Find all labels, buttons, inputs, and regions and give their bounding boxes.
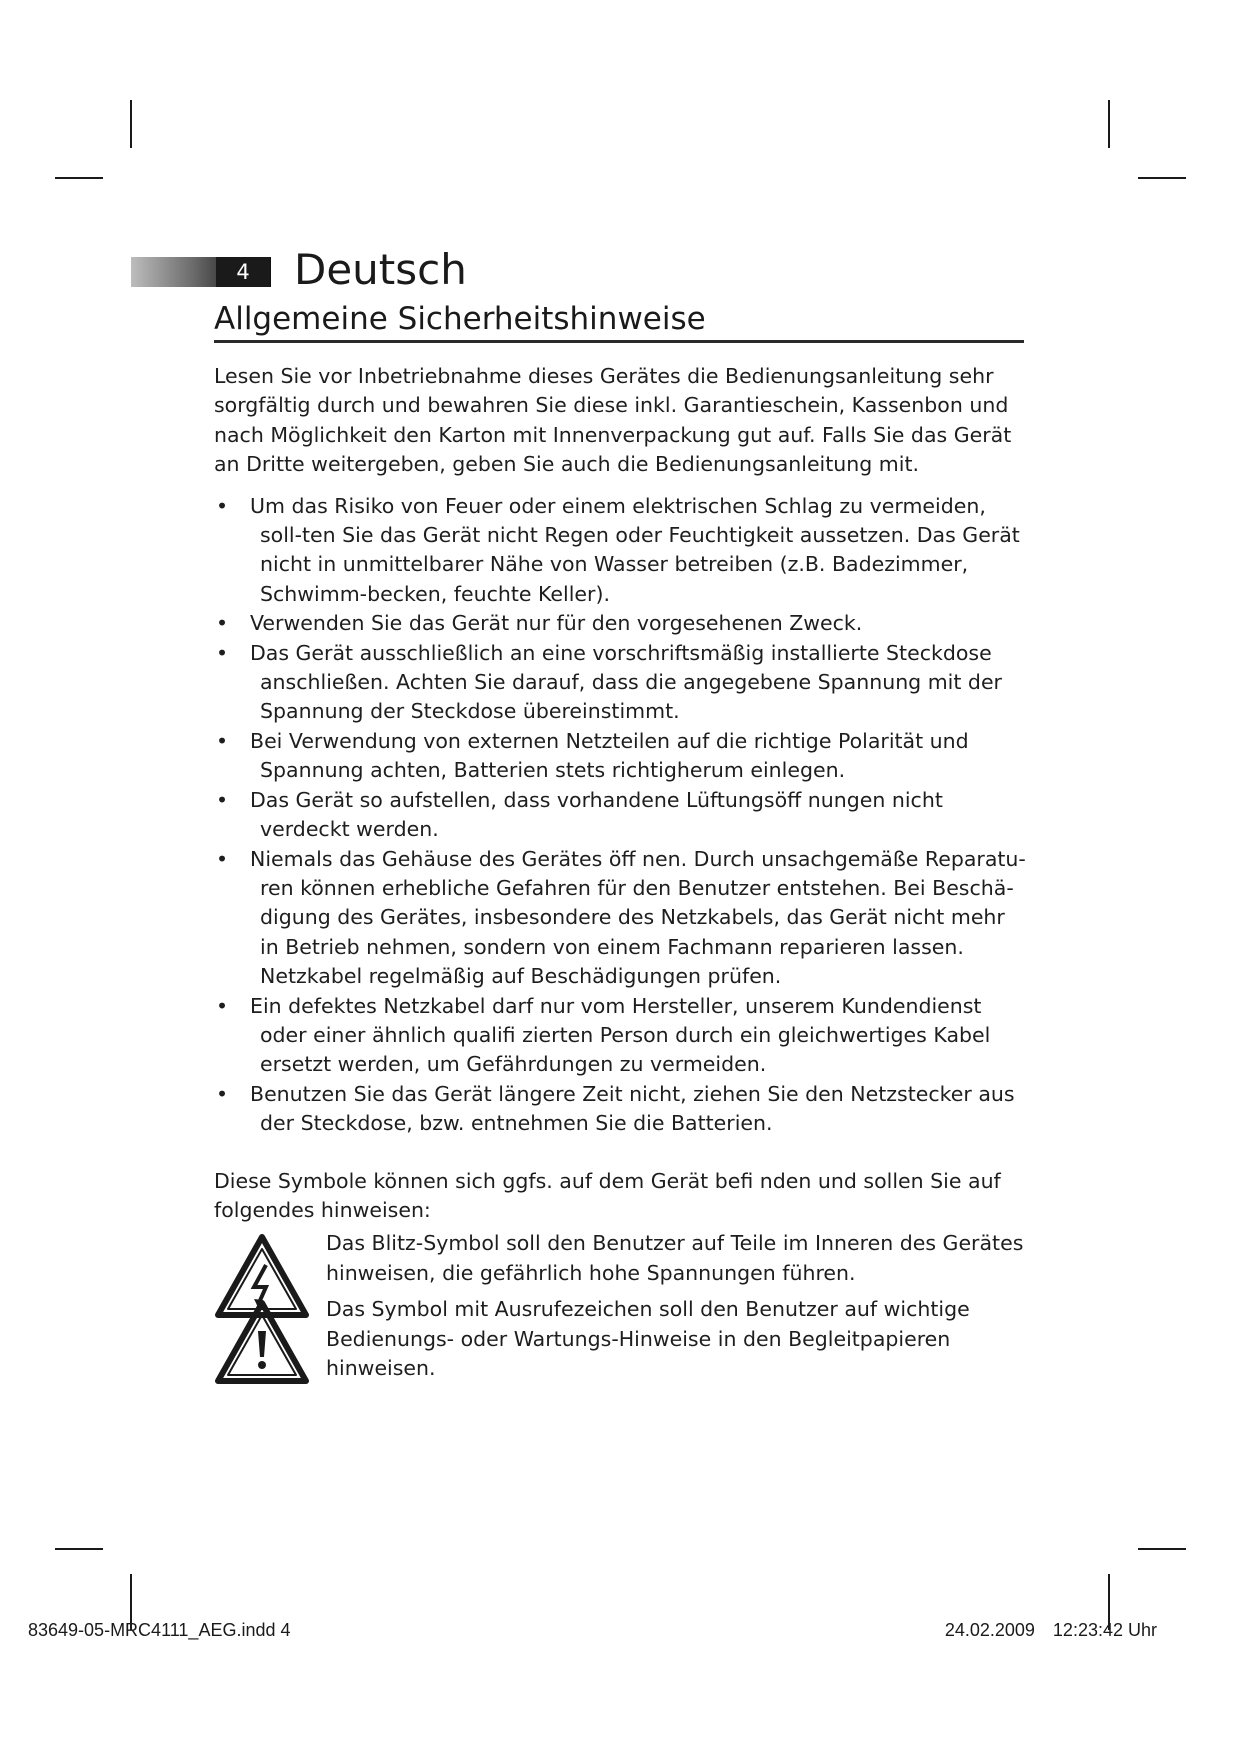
- bullet-icon: •: [216, 728, 229, 753]
- list-item: • Ein defektes Netzkabel darf nur vom Hersteller, unserem Kundendienst oder einer ähnlich qualifi zierten Person durch ein gleichwertiges Kabel ersetzt werden, um Gefährdungen zu vermeiden.: [216, 993, 991, 1077]
- bullet-icon: •: [216, 611, 229, 636]
- list-item: • Verwenden Sie das Gerät nur für den vorgesehenen Zweck.: [214, 609, 1026, 638]
- lightning-symbol-description: Das Blitz-Symbol soll den Benutzer auf Teile im Inneren des Gerätes hinweisen, die gefährlich hohe Spannungen führen.: [326, 1231, 1024, 1285]
- symbol-row-exclamation: [214, 1295, 1026, 1383]
- intro-paragraph: Lesen Sie vor Inbetriebnahme dieses Gerätes die Bedienungsanleitung sehr sorgfältig durch und bewahren Sie diese inkl. Garantieschein, Kassenbon und nach Möglichkeit den Karton mit Innenverpackung gut auf. Falls Sie das Gerät an Dritte weitergeben, geben Sie auch die Bedienungsanleitung mit.: [214, 364, 1012, 477]
- list-item: • Das Gerät ausschließlich an eine vorschriftsmäßig installierte Steckdose anschließen. Achten Sie darauf, dass die angegebene Spannung mit der Spannung der Steckdose übereinstimmt.: [216, 640, 1002, 724]
- crop-mark-bottom-right-horizontal: [1138, 1548, 1186, 1550]
- list-item: • Benutzen Sie das Gerät längere Zeit nicht, ziehen Sie den Netzstecker aus der Steckdose, bzw. entnehmen Sie die Batterien.: [216, 1081, 1015, 1136]
- crop-mark-top-left-vertical: [130, 100, 132, 148]
- bullet-icon: •: [216, 493, 229, 518]
- footer-date: 24.02.2009: [944, 1620, 1035, 1640]
- exclamation-warning-icon: [214, 1299, 310, 1385]
- safety-content: [214, 362, 1026, 1384]
- symbol-row-lightning: [214, 1229, 1026, 1295]
- list-item: • Niemals das Gehäuse des Gerätes öff nen. Durch unsachgemäße Reparatu-ren können erhebliche Gefahren für den Benutzer entstehen. Bei Beschä-digung des Gerätes, insbesondere des Netzkabels, das Gerät nicht mehr in Betrieb nehmen, sondern von einem Fachmann reparieren lassen. Netzkabel regelmäßig auf Beschädigungen prüfen.: [216, 846, 1026, 989]
- bullet-icon: •: [216, 993, 229, 1018]
- footer-filename: 83649-05-MRC4111_AEG.indd 4: [28, 1620, 291, 1640]
- list-item: • Bei Verwendung von externen Netzteilen auf die richtige Polarität und Spannung achten, Batterien stets richtigherum einlegen.: [216, 728, 969, 783]
- footer-time: 12:23:42 Uhr: [1052, 1620, 1157, 1640]
- bullet-icon: •: [216, 787, 229, 812]
- exclamation-symbol-description: Das Symbol mit Ausrufezeichen soll den Benutzer auf wichtige Bedienungs- oder Wartungs-Hinweise in den Begleitpapieren hinweisen.: [326, 1297, 970, 1381]
- list-item: • Das Gerät so aufstellen, dass vorhandene Lüftungsöff nungen nicht verdeckt werden.: [216, 787, 943, 842]
- crop-mark-top-right-vertical: [1108, 100, 1110, 148]
- list-item: • Um das Risiko von Feuer oder einem elektrischen Schlag zu vermeiden, soll-ten Sie das Gerät nicht Regen oder Feuchtigkeit aussetzen. Das Gerät nicht in unmittelbarer Nähe von Wasser betreiben (z.B. Badezimmer, Schwimm-becken, feuchte Keller).: [216, 493, 1020, 606]
- crop-mark-top-right-horizontal: [1138, 177, 1186, 179]
- bullet-icon: •: [216, 640, 229, 665]
- bullet-icon: •: [216, 1081, 229, 1106]
- page-number: 4: [216, 257, 270, 287]
- footer-timestamp: [945, 1620, 1157, 1641]
- safety-bullet-list: [214, 492, 1026, 1139]
- language-title: Deutsch: [294, 245, 467, 294]
- crop-mark-bottom-left-horizontal: [55, 1548, 103, 1550]
- bullet-icon: •: [216, 846, 229, 871]
- section-divider: [214, 340, 1024, 343]
- crop-mark-top-left-horizontal: [55, 177, 103, 179]
- symbols-intro-paragraph: Diese Symbole können sich ggfs. auf dem Gerät befi nden und sollen Sie auf folgendes hinweisen:: [214, 1168, 1001, 1222]
- section-title: Allgemeine Sicherheitshinweise: [214, 301, 706, 337]
